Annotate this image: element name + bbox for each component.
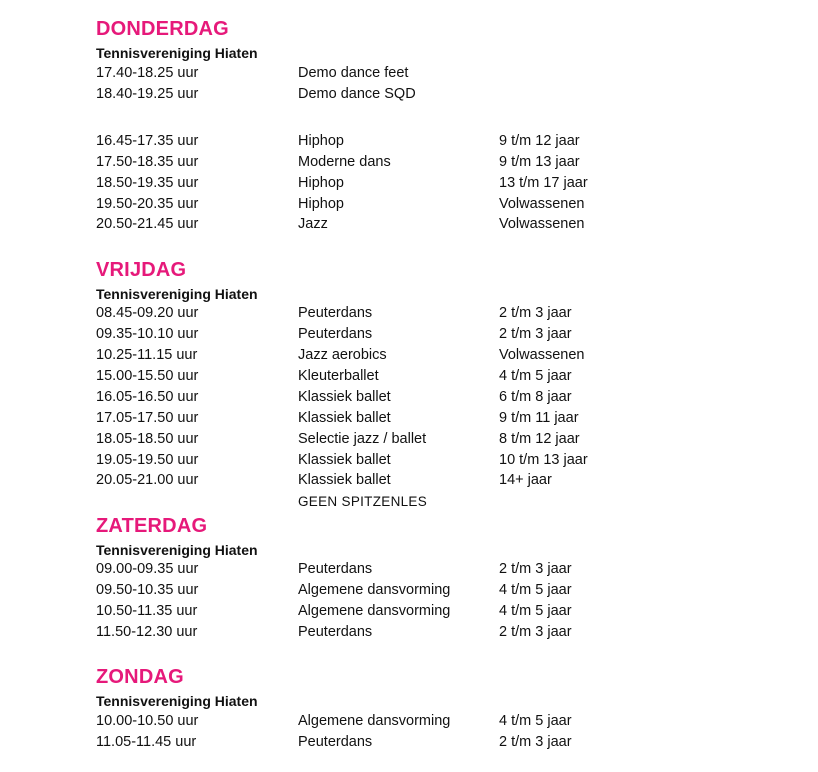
schedule-row bbox=[0, 711, 818, 732]
schedule-row bbox=[0, 194, 818, 215]
time-cell: 19.50-20.35 uur bbox=[96, 196, 199, 212]
time-cell: 20.50-21.45 uur bbox=[96, 216, 199, 232]
age-cell: 10 t/m 13 jaar bbox=[499, 452, 588, 468]
age-cell: 4 t/m 5 jaar bbox=[499, 368, 572, 384]
schedule-row bbox=[0, 152, 818, 173]
time-cell: 17.50-18.35 uur bbox=[96, 154, 199, 170]
schedule-row bbox=[0, 131, 818, 152]
age-cell: 8 t/m 12 jaar bbox=[499, 431, 580, 447]
age-cell: 6 t/m 8 jaar bbox=[499, 389, 572, 405]
age-cell: Volwassenen bbox=[499, 196, 585, 212]
age-cell: 2 t/m 3 jaar bbox=[499, 305, 572, 321]
schedule-row bbox=[0, 559, 818, 580]
age-cell: 2 t/m 3 jaar bbox=[499, 734, 572, 750]
day-heading-donderdag: DONDERDAG bbox=[96, 18, 229, 40]
note-no-pointe: GEEN SPITZENLES bbox=[298, 494, 428, 509]
schedule-row bbox=[0, 324, 818, 345]
schedule-row bbox=[0, 345, 818, 366]
age-cell: 13 t/m 17 jaar bbox=[499, 175, 588, 191]
class-cell: Klassiek ballet bbox=[298, 389, 391, 405]
class-cell: Jazz aerobics bbox=[298, 347, 387, 363]
age-cell: 2 t/m 3 jaar bbox=[499, 624, 572, 640]
schedule-row bbox=[0, 84, 818, 105]
time-cell: 20.05-21.00 uur bbox=[96, 472, 199, 488]
class-cell: Demo dance feet bbox=[298, 65, 409, 81]
location-label: Tennisvereniging Hiaten bbox=[96, 286, 258, 302]
age-cell: Volwassenen bbox=[499, 216, 585, 232]
age-cell: 2 t/m 3 jaar bbox=[499, 326, 572, 342]
schedule-row bbox=[0, 580, 818, 601]
time-cell: 10.25-11.15 uur bbox=[96, 347, 198, 363]
location-label: Tennisvereniging Hiaten bbox=[96, 542, 258, 558]
age-cell: 9 t/m 11 jaar bbox=[499, 410, 579, 426]
schedule-row bbox=[0, 214, 818, 235]
class-cell: Peuterdans bbox=[298, 305, 373, 321]
age-cell: 9 t/m 12 jaar bbox=[499, 133, 580, 149]
class-cell: Peuterdans bbox=[298, 326, 373, 342]
time-cell: 10.00-10.50 uur bbox=[96, 713, 199, 729]
age-cell: 14+ jaar bbox=[499, 472, 552, 488]
class-cell: Algemene dansvorming bbox=[298, 603, 451, 619]
age-cell: 2 t/m 3 jaar bbox=[499, 561, 572, 577]
schedule-row bbox=[0, 732, 818, 753]
time-cell: 17.05-17.50 uur bbox=[96, 410, 199, 426]
time-cell: 08.45-09.20 uur bbox=[96, 305, 199, 321]
day-heading-zaterdag: ZATERDAG bbox=[96, 515, 208, 537]
time-cell: 10.50-11.35 uur bbox=[96, 603, 198, 619]
time-cell: 18.05-18.50 uur bbox=[96, 431, 199, 447]
schedule-row bbox=[0, 303, 818, 324]
schedule-row bbox=[0, 450, 818, 471]
class-cell: Moderne dans bbox=[298, 154, 391, 170]
time-cell: 16.45-17.35 uur bbox=[96, 133, 199, 149]
schedule-row bbox=[0, 601, 818, 622]
class-cell: Algemene dansvorming bbox=[298, 713, 451, 729]
day-heading-zondag: ZONDAG bbox=[96, 666, 184, 688]
location-label: Tennisvereniging Hiaten bbox=[96, 45, 258, 61]
schedule-row bbox=[0, 173, 818, 194]
time-cell: 11.05-11.45 uur bbox=[96, 734, 197, 750]
class-cell: Selectie jazz / ballet bbox=[298, 431, 427, 447]
schedule-row bbox=[0, 366, 818, 387]
class-cell: Klassiek ballet bbox=[298, 452, 391, 468]
class-cell: Peuterdans bbox=[298, 561, 373, 577]
time-cell: 18.50-19.35 uur bbox=[96, 175, 199, 191]
class-cell: Peuterdans bbox=[298, 624, 373, 640]
time-cell: 19.05-19.50 uur bbox=[96, 452, 199, 468]
time-cell: 11.50-12.30 uur bbox=[96, 624, 198, 640]
class-cell: Hiphop bbox=[298, 196, 344, 212]
time-cell: 18.40-19.25 uur bbox=[96, 86, 199, 102]
age-cell: 4 t/m 5 jaar bbox=[499, 582, 572, 598]
day-heading-vrijdag: VRIJDAG bbox=[96, 259, 187, 281]
time-cell: 17.40-18.25 uur bbox=[96, 65, 199, 81]
time-cell: 16.05-16.50 uur bbox=[96, 389, 199, 405]
class-cell: Klassiek ballet bbox=[298, 472, 391, 488]
time-cell: 09.35-10.10 uur bbox=[96, 326, 199, 342]
location-label: Tennisvereniging Hiaten bbox=[96, 693, 258, 709]
schedule-row bbox=[0, 470, 818, 491]
class-cell: Klassiek ballet bbox=[298, 410, 391, 426]
age-cell: 4 t/m 5 jaar bbox=[499, 603, 572, 619]
time-cell: 09.50-10.35 uur bbox=[96, 582, 199, 598]
class-cell: Algemene dansvorming bbox=[298, 582, 451, 598]
class-cell: Hiphop bbox=[298, 133, 344, 149]
class-cell: Hiphop bbox=[298, 175, 344, 191]
schedule-row bbox=[0, 408, 818, 429]
age-cell: 9 t/m 13 jaar bbox=[499, 154, 580, 170]
age-cell: 4 t/m 5 jaar bbox=[499, 713, 572, 729]
class-cell: Demo dance SQD bbox=[298, 86, 416, 102]
class-cell: Peuterdans bbox=[298, 734, 373, 750]
time-cell: 15.00-15.50 uur bbox=[96, 368, 199, 384]
class-cell: Jazz bbox=[298, 216, 328, 232]
schedule-row bbox=[0, 387, 818, 408]
schedule-row bbox=[0, 622, 818, 643]
class-cell: Kleuterballet bbox=[298, 368, 379, 384]
schedule-row bbox=[0, 63, 818, 84]
schedule-row bbox=[0, 429, 818, 450]
age-cell: Volwassenen bbox=[499, 347, 585, 363]
time-cell: 09.00-09.35 uur bbox=[96, 561, 199, 577]
